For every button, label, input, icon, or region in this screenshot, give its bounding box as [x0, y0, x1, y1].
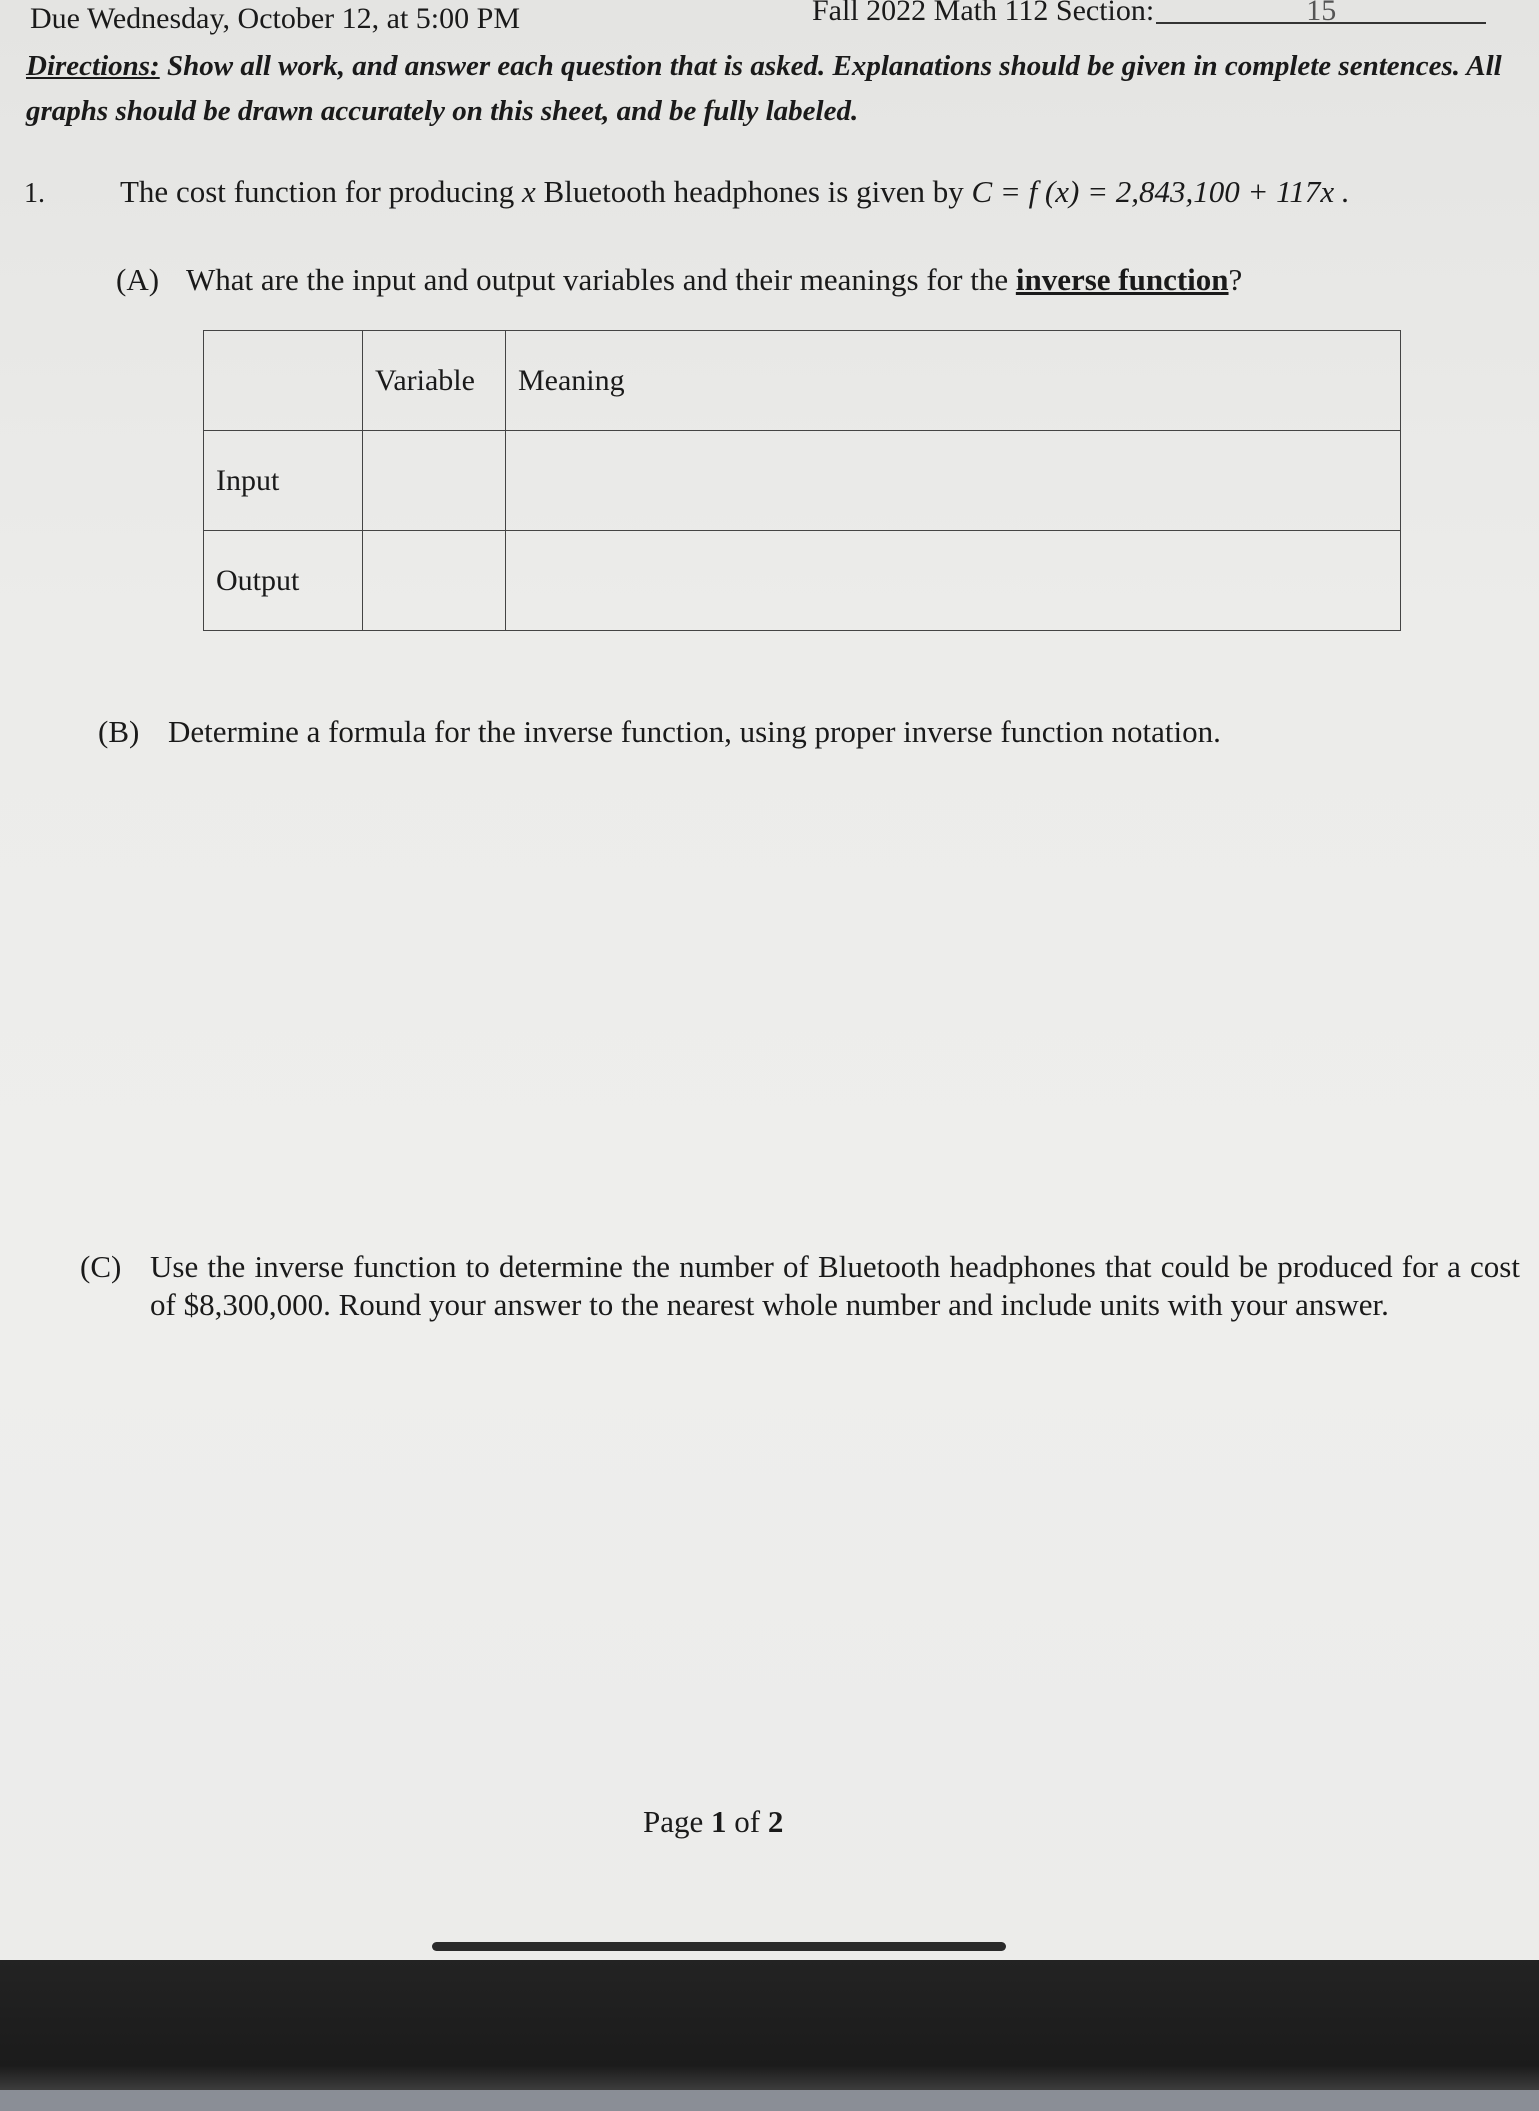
- output-meaning-cell[interactable]: [506, 531, 1401, 631]
- table-row: [204, 531, 1401, 631]
- part-c-label: (C): [80, 1249, 122, 1284]
- input-meaning-cell[interactable]: [506, 431, 1401, 531]
- home-indicator-bar[interactable]: [432, 1942, 1006, 1951]
- section-blank: 15: [1156, 0, 1486, 24]
- part-a-prompt: [116, 262, 1242, 298]
- stem-middle: Bluetooth headphones is given by: [535, 174, 972, 209]
- device-edge: [0, 2090, 1539, 2111]
- input-variable-cell[interactable]: [363, 431, 506, 531]
- question-stem: [120, 174, 1350, 210]
- part-a-label: (A): [116, 262, 160, 297]
- stem-prefix: The cost function for producing: [120, 174, 523, 209]
- course-title: Fall 2022 Math 112 Section:: [812, 0, 1155, 27]
- part-a-emphasis: inverse function: [1015, 262, 1229, 297]
- part-a-question-mark: ?: [1228, 262, 1243, 297]
- part-b-label: (B): [98, 714, 140, 749]
- table-header-cell: [204, 331, 363, 431]
- directions-text: Show all work, and answer each question that is asked. Explanations should be given in complete sentences. All graphs should be drawn accurately on this sheet, and be fully labeled.: [26, 50, 1502, 127]
- cost-formula: C = f (x) = 2,843,100 + 117x .: [971, 174, 1350, 209]
- part-c-prompt: [80, 1248, 1520, 1324]
- row-label-input: Input: [204, 431, 363, 531]
- due-date: Due Wednesday, October 12, at 5:00 PM: [30, 2, 520, 35]
- row-label-output: Output: [204, 531, 363, 631]
- stem-variable: x: [522, 174, 536, 209]
- table-row: [204, 431, 1401, 531]
- part-a-text: What are the input and output variables and their meanings for the: [186, 262, 1016, 297]
- page-current: 1: [711, 1804, 727, 1839]
- part-c-text: Use the inverse function to determine the number of Bluetooth headphones that could be produced for a cost of $8,300,000. Round your answer to the nearest whole number and include units with your answer.: [150, 1249, 1520, 1322]
- table-header-row: [204, 331, 1401, 431]
- directions: [26, 44, 1526, 134]
- question-number: 1.: [24, 178, 45, 209]
- course-section-header: [812, 0, 1486, 28]
- device-bezel: [0, 1960, 1539, 2111]
- variables-table: [203, 330, 1401, 631]
- directions-label: Directions:: [26, 50, 160, 82]
- table-header-meaning: Meaning: [506, 331, 1401, 431]
- page-number: [643, 1804, 783, 1840]
- page-word: Page: [643, 1804, 704, 1839]
- table-header-variable: Variable: [363, 331, 506, 431]
- output-variable-cell[interactable]: [363, 531, 506, 631]
- page-total: 2: [767, 1804, 784, 1839]
- part-b-text: Determine a formula for the inverse function, using proper inverse function notation.: [168, 714, 1221, 749]
- part-b-prompt: [98, 714, 1221, 750]
- page-of-word: of: [734, 1804, 761, 1839]
